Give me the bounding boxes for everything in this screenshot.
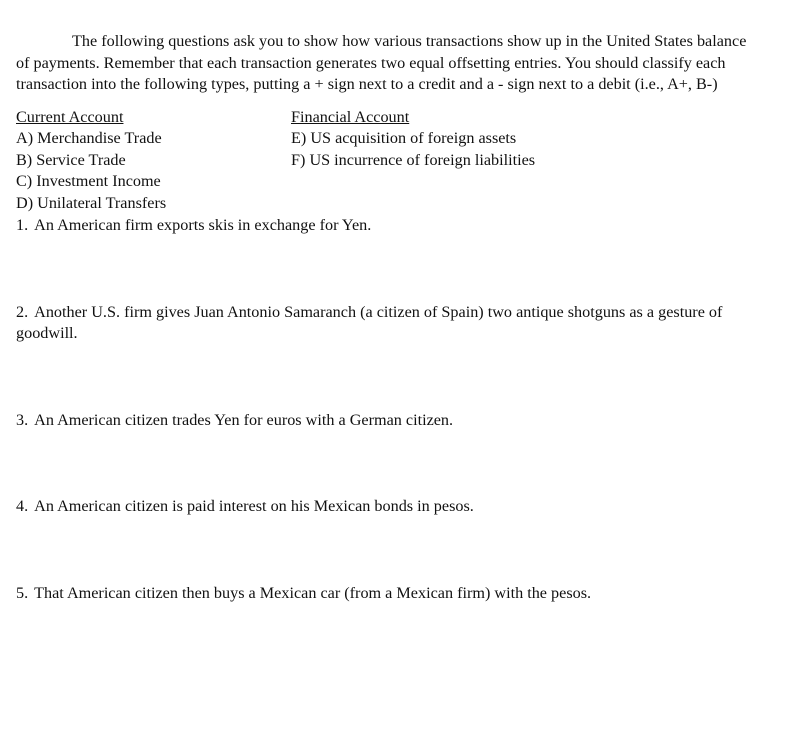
current-account-column	[16, 107, 166, 215]
current-account-item: B) Service Trade	[16, 150, 126, 169]
financial-account-item: F) US incurrence of foreign liabilities	[291, 150, 536, 169]
financial-account-heading: Financial Account	[291, 107, 410, 126]
question-number: 3.	[16, 410, 29, 429]
question-text: An American citizen trades Yen for euros with a German citizen.	[34, 410, 454, 429]
financial-account-item: E) US acquisition of foreign assets	[291, 129, 517, 147]
question-number: 4.	[16, 496, 29, 515]
current-account-item: A) Merchandise Trade	[16, 129, 162, 147]
question-text: An American citizen is paid interest on his Mexican bonds in pesos.	[34, 496, 474, 515]
current-account-item: D) Unilateral Transfers	[16, 193, 167, 212]
intro-paragraph: The following questions ask you to show how various transactions show up in the United States balance of payments. Remember that each transaction generates two equal offsetting entries. You should classify each transaction into the following types, putting a + sign next to a credit and a - sign next to a debit (i.e., A+, B-)	[16, 32, 747, 93]
financial-account-column	[291, 107, 535, 172]
question-5	[16, 583, 746, 605]
current-account-item: C) Investment Income	[16, 172, 161, 190]
question-text: Another U.S. firm gives Juan Antonio Samaranch (a citizen of Spain) two antique shotguns as a gesture of goodwill.	[16, 302, 723, 342]
question-3	[16, 410, 746, 432]
question-number: 1.	[16, 215, 29, 234]
document-page	[16, 31, 756, 602]
account-types	[16, 107, 756, 215]
question-text: That American citizen then buys a Mexican car (from a Mexican firm) with the pesos.	[34, 583, 592, 602]
question-number: 2.	[16, 302, 29, 321]
question-1	[16, 215, 746, 237]
question-2	[16, 302, 746, 345]
current-account-heading: Current Account	[16, 107, 124, 126]
question-4	[16, 496, 746, 518]
question-number: 5.	[16, 583, 29, 602]
question-text: An American firm exports skis in exchange for Yen.	[34, 215, 372, 234]
